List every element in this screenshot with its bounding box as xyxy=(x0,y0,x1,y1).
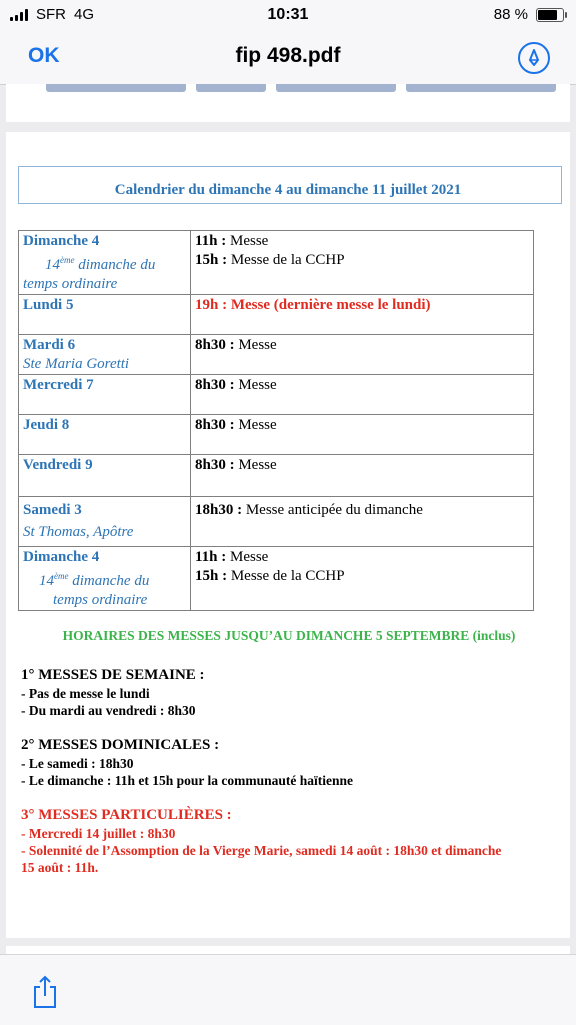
day-cell: Jeudi 8 xyxy=(19,415,191,455)
section-semaine: 1° MESSES DE SEMAINE : - Pas de messe le lundi - Du mardi au vendredi : 8h30 xyxy=(21,667,205,718)
status-right xyxy=(494,6,564,23)
carrier-label: SFR xyxy=(36,6,66,23)
markup-pen-icon[interactable] xyxy=(518,42,550,74)
table-row xyxy=(19,231,534,295)
day-cell: Samedi 3 St Thomas, Apôtre xyxy=(19,497,191,547)
table-row xyxy=(19,375,534,415)
network-label: 4G xyxy=(74,6,95,23)
events-cell: 19h : Messe (dernière messe le lundi) xyxy=(191,295,534,335)
day-cell: Vendredi 9 xyxy=(19,455,191,497)
table-row xyxy=(19,547,534,611)
calendar-title: Calendrier du dimanche 4 au dimanche 11 juillet 2021 xyxy=(114,182,462,198)
ok-button[interactable]: OK xyxy=(28,44,60,67)
share-icon[interactable] xyxy=(32,975,58,1009)
navigation-bar xyxy=(0,32,576,85)
status-bar xyxy=(0,0,576,32)
events-cell: 8h30 : Messe xyxy=(191,455,534,497)
cutoff-text-line xyxy=(46,84,556,94)
day-subtitle: 14ème dimanche du xyxy=(45,255,156,273)
clock: 10:31 xyxy=(267,6,309,23)
horaires-title: HORAIRES DES MESSES JUSQU’AU DIMANCHE 5 SEPTEMBRE (inclus) xyxy=(62,628,516,643)
events-cell: 11h : Messe 15h : Messe de la CCHP xyxy=(191,547,534,611)
battery-percent: 88 % xyxy=(493,6,528,23)
table-row xyxy=(19,497,534,547)
table-row xyxy=(19,415,534,455)
calendar-table xyxy=(18,230,534,611)
events-cell: 8h30 : Messe xyxy=(191,375,534,415)
table-row xyxy=(19,295,534,335)
day-cell: Mardi 6 Ste Maria Goretti xyxy=(19,335,191,375)
day-subtitle-2: temps ordinaire xyxy=(23,276,118,292)
section-dominicales: 2° MESSES DOMINICALES : - Le samedi : 18h30 - Le dimanche : 11h et 15h pour la communauté haïtienne xyxy=(21,737,354,788)
day-cell: Dimanche 4 14ème dimanche du temps ordinaire xyxy=(19,547,191,611)
pdf-page[interactable] xyxy=(6,132,570,938)
table-row xyxy=(19,335,534,375)
battery-icon xyxy=(536,8,564,22)
document-title: fip 498.pdf xyxy=(235,44,341,67)
day-name: Dimanche 4 xyxy=(23,233,100,249)
day-cell: Mercredi 7 xyxy=(19,375,191,415)
day-cell xyxy=(19,231,191,295)
events-cell: 11h : Messe 15h : Messe de la CCHP xyxy=(191,231,534,295)
section-particulieres: 3° MESSES PARTICULIÈRES : - Mercredi 14 juillet : 8h30 - Solennité de l’Assomption de la Vierge Marie, samedi 14 août : 18h30 et dimanche 15 août : 11h. xyxy=(21,807,502,875)
table-row xyxy=(19,455,534,497)
events-cell: 8h30 : Messe xyxy=(191,415,534,455)
events-cell: 18h30 : Messe anticipée du dimanche xyxy=(191,497,534,547)
events-cell: 8h30 : Messe xyxy=(191,335,534,375)
previous-page-fragment xyxy=(6,84,570,122)
day-cell: Lundi 5 xyxy=(19,295,191,335)
bottom-toolbar xyxy=(0,954,576,1025)
